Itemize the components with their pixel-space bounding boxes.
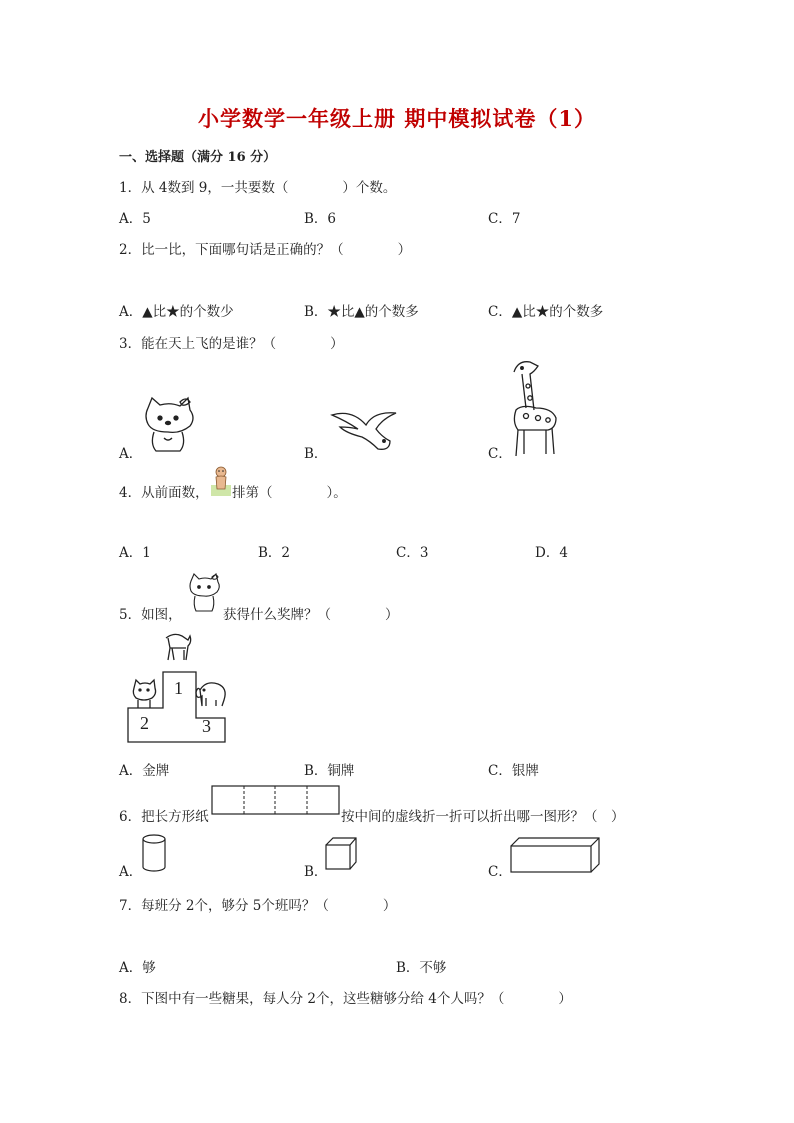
paper-strip-image (211, 785, 341, 815)
question-1: 1．从 4数到 9，一共要数（ ）个数。 (119, 180, 397, 196)
q2-option-b: B．★比▲的个数多 (304, 304, 419, 320)
q4-option-b: B．2 (258, 545, 291, 561)
q2-option-c: C．▲比★的个数多 (488, 304, 604, 320)
q6-option-c: C． (488, 864, 512, 880)
podium-third-label: 3 (202, 716, 211, 736)
q3-option-c: C． (488, 446, 512, 462)
q5-option-b: B．铜牌 (304, 763, 355, 779)
monkey-icon (210, 465, 232, 497)
giraffe-image (508, 358, 562, 458)
question-5-prefix: 5．如图， (119, 607, 182, 623)
question-6-prefix: 6．把长方形纸 (119, 809, 209, 825)
q5-option-a: A．金牌 (119, 763, 170, 779)
q4-option-a: A．1 (119, 545, 151, 561)
question-8: 8．下图中有一些糖果，每人分 2个，这些糖够分给 4个人吗？（ ） (119, 991, 572, 1007)
question-4-prefix: 4．从前面数， (119, 485, 209, 501)
question-6-suffix: 按中间的虚线折一折可以折出哪一图形？（ ） (341, 809, 625, 825)
q2-option-a: A．▲比★的个数少 (119, 304, 234, 320)
question-7: 7．每班分 2个，够分 5个班吗？（ ） (119, 898, 397, 914)
question-5-suffix: 获得什么奖牌？（ ） (223, 607, 399, 623)
cuboid-image (509, 836, 601, 874)
question-4-suffix: 排第（ ）。 (232, 485, 347, 501)
kitty-icon (186, 573, 224, 613)
q1-option-b: B．6 (304, 211, 337, 227)
question-3: 3．能在天上飞的是谁？（ ） (119, 336, 344, 352)
question-2: 2．比一比，下面哪句话是正确的？（ ） (119, 242, 412, 258)
q6-option-b: B． (304, 864, 328, 880)
award-podium (126, 630, 231, 745)
q4-option-c: C．3 (396, 545, 429, 561)
q7-option-b: B．不够 (396, 960, 447, 976)
q6-option-a: A． (119, 864, 143, 880)
podium-second-label: 2 (140, 713, 149, 733)
q1-option-c: C．7 (488, 211, 521, 227)
page-title: 小学数学一年级上册 期中模拟试卷（1） (198, 106, 596, 131)
q7-option-a: A．够 (119, 960, 156, 976)
cylinder-image (140, 834, 168, 874)
q5-option-c: C．银牌 (488, 763, 539, 779)
cube-image (324, 836, 358, 872)
kitty-image (140, 396, 200, 454)
bird-image (330, 407, 400, 453)
section-heading: 一、选择题（满分 16 分） (119, 150, 277, 165)
podium-first-label: 1 (174, 678, 183, 698)
q3-option-b: B． (304, 446, 328, 462)
q3-option-a: A． (119, 446, 143, 462)
q1-option-a: A．5 (119, 211, 151, 227)
q4-option-d: D．4 (535, 545, 568, 561)
